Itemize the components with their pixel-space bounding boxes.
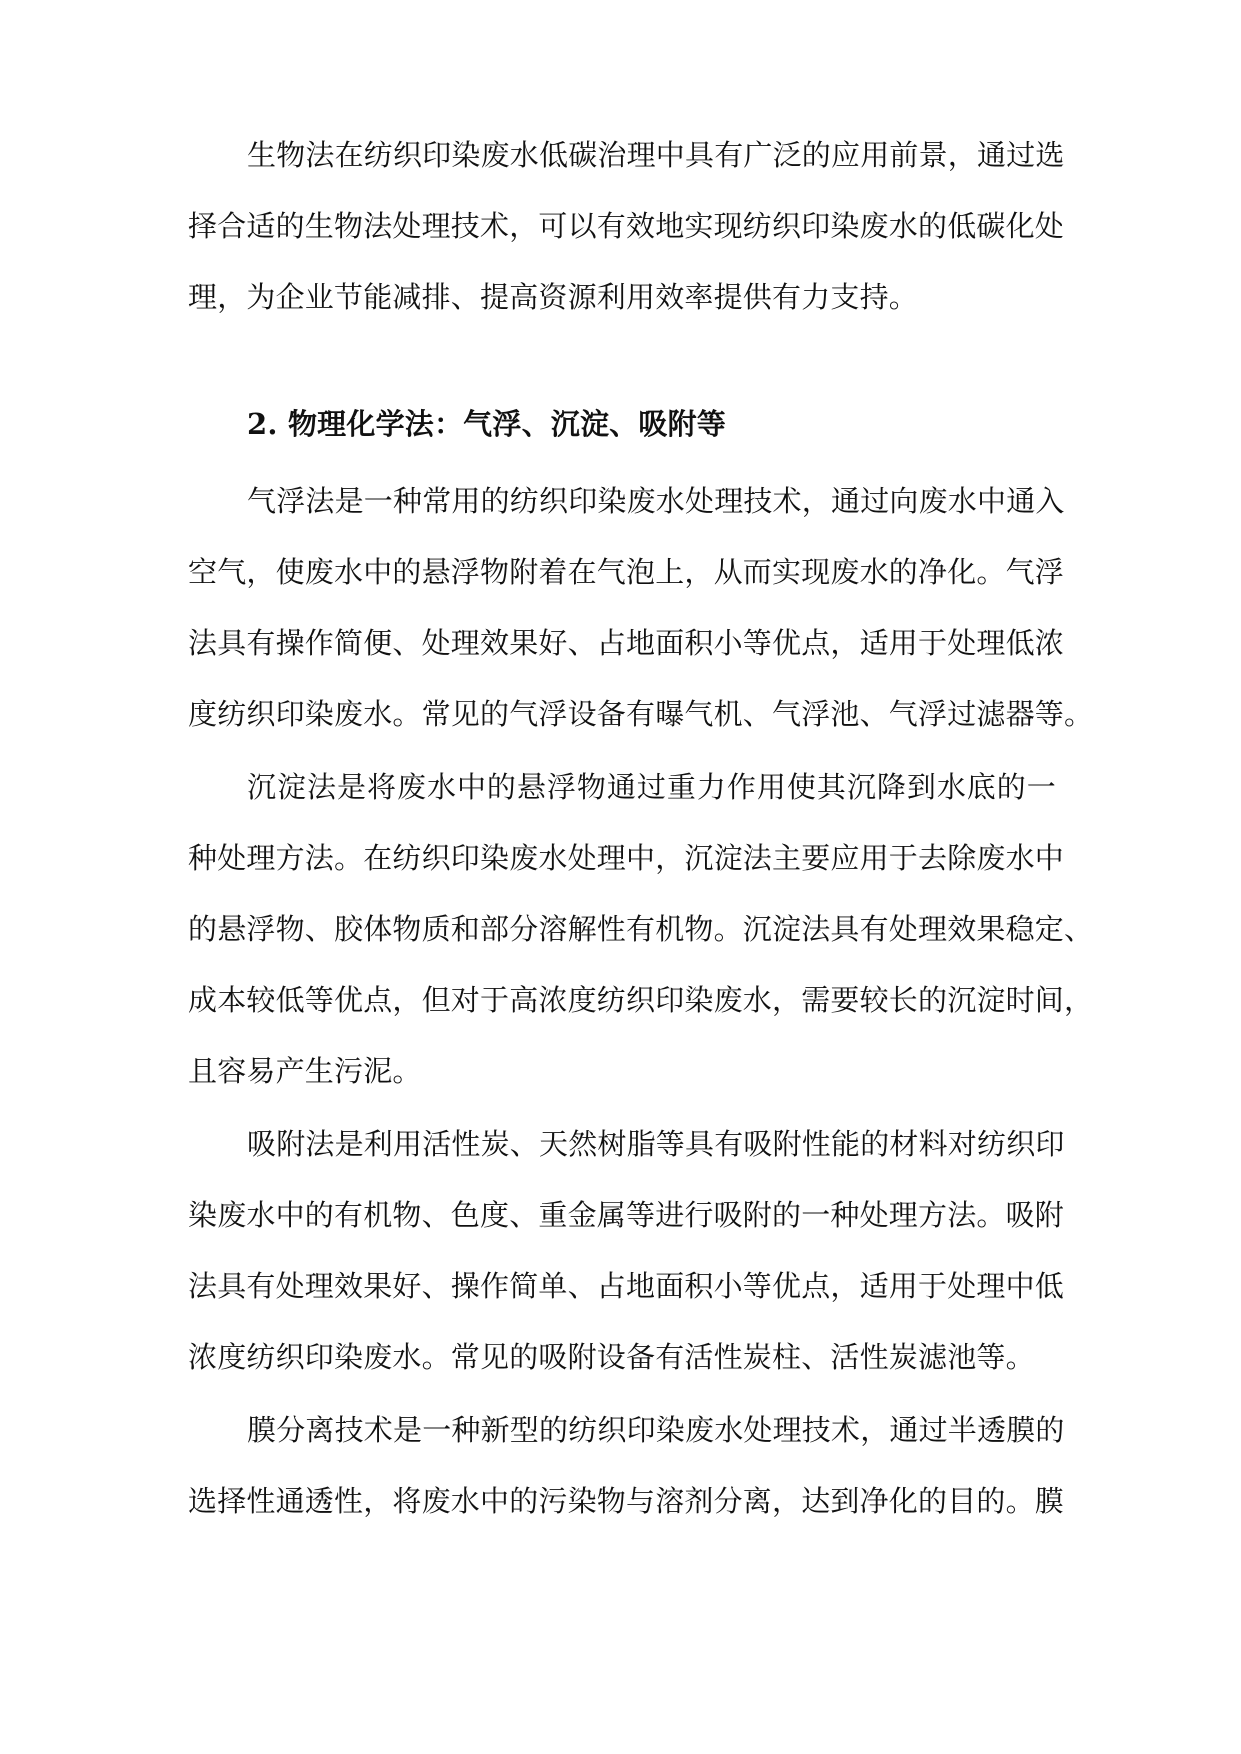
paragraph-3-line-1: 沉淀法是将废水中的悬浮物通过重力作用使其沉降到水底的一 [247, 770, 1056, 804]
paragraph-5-line-2: 选择性通透性，将废水中的污染物与溶剂分离，达到净化的目的。膜 [188, 1484, 1065, 1518]
paragraph-2-line-4: 度纺织印染废水。常见的气浮设备有曝气机、气浮池、气浮过滤器等。 [188, 697, 1094, 731]
paragraph-5-line-1: 膜分离技术是一种新型的纺织印染废水处理技术，通过半透膜的 [247, 1413, 1065, 1447]
paragraph-3-line-4: 成本较低等优点，但对于高浓度纺织印染废水，需要较长的沉淀时间， [188, 983, 1094, 1017]
paragraph-4-line-1: 吸附法是利用活性炭、天然树脂等具有吸附性能的材料对纺织印 [247, 1127, 1065, 1161]
paragraph-3-line-5: 且容易产生污泥。 [188, 1054, 422, 1088]
paragraph-2-line-3: 法具有操作简便、处理效果好、占地面积小等优点，适用于处理低浓 [188, 626, 1065, 660]
paragraph-4-line-2: 染废水中的有机物、色度、重金属等进行吸附的一种处理方法。吸附 [188, 1198, 1065, 1232]
paragraph-1-line-1: 生物法在纺织印染废水低碳治理中具有广泛的应用前景，通过选 [247, 138, 1065, 172]
paragraph-4-line-3: 法具有处理效果好、操作简单、占地面积小等优点，适用于处理中低 [188, 1269, 1065, 1303]
paragraph-3-line-3: 的悬浮物、胶体物质和部分溶解性有机物。沉淀法具有处理效果稳定、 [188, 912, 1094, 946]
paragraph-2-line-1: 气浮法是一种常用的纺织印染废水处理技术，通过向废水中通入 [247, 484, 1065, 518]
paragraph-2-line-2: 空气，使废水中的悬浮物附着在气泡上，从而实现废水的净化。气浮 [188, 555, 1065, 589]
paragraph-4-line-4: 浓度纺织印染废水。常见的吸附设备有活性炭柱、活性炭滤池等。 [188, 1340, 1035, 1374]
paragraph-1-line-2: 择合适的生物法处理技术，可以有效地实现纺织印染废水的低碳化处 [188, 209, 1065, 243]
paragraph-3-line-2: 种处理方法。在纺织印染废水处理中，沉淀法主要应用于去除废水中 [188, 841, 1065, 875]
paragraph-1-line-3: 理，为企业节能减排、提高资源利用效率提供有力支持。 [188, 280, 919, 314]
section-heading: 2. 物理化学法：气浮、沉淀、吸附等 [247, 407, 726, 441]
